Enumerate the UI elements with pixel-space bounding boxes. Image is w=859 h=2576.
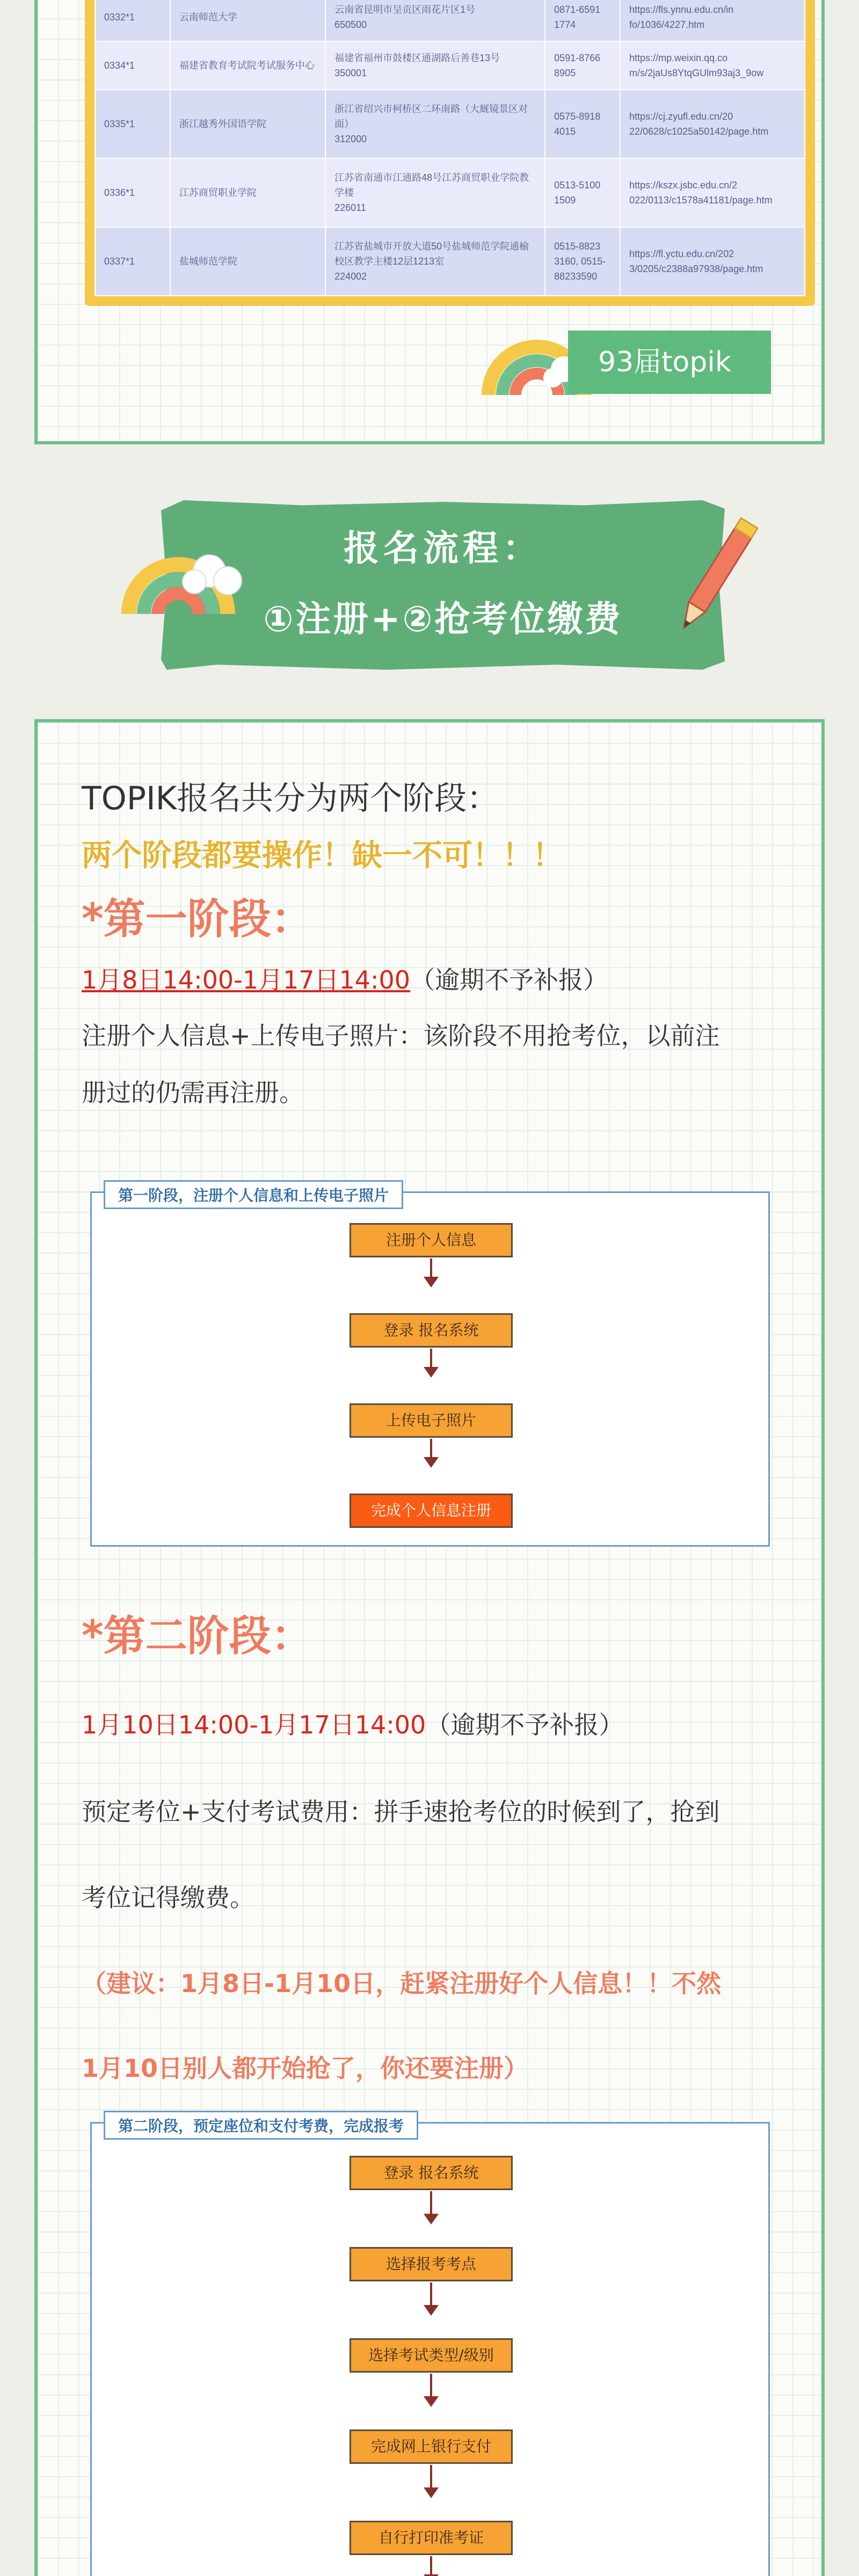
table-row [95,41,805,90]
center-phone: 0591-8766 8905 [545,41,620,90]
table-frame [85,0,815,306]
center-address: 浙江省绍兴市柯桥区二环南路（大厩镜景区对面） 312000 [325,90,545,158]
flow-step: 登录 报名系统 [350,1313,513,1348]
center-phone: 0515-8823 3160, 0515-88233590 [545,227,620,296]
flow-step: 完成网上银行支付 [350,2429,513,2464]
flow-step-final: 完成个人信息注册 [350,1494,513,1528]
flow-step: 自行打印准考证 [350,2521,513,2555]
exam-centers-card [34,0,825,444]
suggestion-line1: （建议：1月8日-1月10日，赶紧注册好个人信息！！不然 [82,1969,722,1998]
center-url[interactable]: https://fl.yctu.edu.cn/202 3/0205/c2388a97938/page.htm [620,227,805,296]
flow-step: 选择考试类型/级别 [350,2338,513,2373]
center-name: 云南师范大学 [170,0,325,41]
center-name: 江苏商贸职业学院 [170,158,325,227]
stage2-heading: *第二阶段： [82,1612,313,1660]
flow-step: 登录 报名系统 [350,2156,513,2190]
stage2-desc-line1: 预定考位+支付考试费用：拼手速抢考位的时候到了，抢到 [82,1797,720,1826]
center-code: 0334*1 [95,41,170,90]
flow-step: 选择报考考点 [350,2247,513,2281]
flow-arrow [430,2556,432,2576]
center-address: 云南省昆明市呈贡区雨花片区1号 650500 [325,0,545,41]
flow-arrow [430,1349,432,1370]
center-url[interactable]: https://fls.ynnu.edu.cn/in fo/1036/4227.htm [620,0,805,41]
center-url[interactable]: https://mp.weixin.qq.co m/s/2jaUs8YtqGUlm93aj3_9ow [620,41,805,90]
center-code: 0337*1 [95,227,170,296]
center-url[interactable]: https://cj.zyufl.edu.cn/20 22/0628/c1025a50142/page.htm [620,90,805,158]
flow-arrow [430,2374,432,2399]
stage1-flow-title: 第一阶段，注册个人信息和上传电子照片 [104,1180,403,1209]
center-address: 江苏省盐城市开放大道50号盐城师范学院通榆校区教学主楼12层1213室 224002 [325,227,545,296]
flow-arrow [430,2282,432,2308]
topik-session-tag: 93届topik [568,331,771,394]
flow-arrow [430,1258,432,1280]
center-code: 0335*1 [95,90,170,158]
intro-text: TOPIK报名共分为两个阶段： [82,780,499,817]
stage1-desc-line2: 册过的仍需再注册。 [82,1078,304,1107]
stage2-desc-line2: 考位记得缴费。 [82,1883,254,1912]
stage1-flowchart [90,1187,770,1547]
table-row [95,158,805,227]
stage1-note: （逾期不予补报） [410,965,608,994]
stage1-heading: *第一阶段： [82,895,313,943]
stage1-time: 1月8日14:00-1月17日14:00 [82,965,411,994]
flow-arrow [430,2465,432,2491]
stage2-flowchart [90,2117,770,2576]
banner-title-line1: 报名流程： [344,528,542,569]
table-row [95,0,805,41]
stage2-time-line [82,1706,623,1741]
table-row [95,227,805,296]
warning-text: 两个阶段都要操作！缺一不可！！！ [82,838,563,873]
center-name: 浙江越秀外国语学院 [170,90,325,158]
center-phone: 0575-8918 4015 [545,90,620,158]
flow-arrow [430,1439,432,1460]
banner-title-line2: ①注册+②抢考位缴费 [263,598,623,640]
table-row [95,90,805,158]
center-url[interactable]: https://kszx.jsbc.edu.cn/2 022/0113/c1578a41181/page.htm [620,158,805,227]
center-code: 0332*1 [95,0,170,41]
stage2-note: （逾期不予补报） [426,1710,624,1739]
center-phone: 0513-5100 1509 [545,158,620,227]
flow-step: 注册个人信息 [350,1223,513,1257]
flow-arrow [430,2191,432,2217]
center-address: 福建省福州市鼓楼区通湖路后善巷13号 350001 [325,41,545,90]
center-address: 江苏省南通市江通路48号江苏商贸职业学院教学楼 226011 [325,158,545,227]
center-phone: 0871-6591 1774 [545,0,620,41]
flow-step: 上传电子照片 [350,1403,513,1438]
center-code: 0336*1 [95,158,170,227]
suggestion-line2: 1月10日别人都开始抢了，你还要注册） [82,2054,529,2083]
center-name: 盐城师范学院 [170,227,325,296]
stage2-time: 1月10日14:00-1月17日14:00 [82,1710,426,1739]
stage2-flow-title: 第二阶段，预定座位和支付考费，完成报考 [104,2111,418,2140]
center-name: 福建省教育考试院考试服务中心 [170,41,325,90]
stage1-desc-line1: 注册个人信息+上传电子照片：该阶段不用抢考位，以前注 [82,1021,720,1050]
stage1-time-line [82,961,608,996]
exam-centers-table [94,0,805,296]
